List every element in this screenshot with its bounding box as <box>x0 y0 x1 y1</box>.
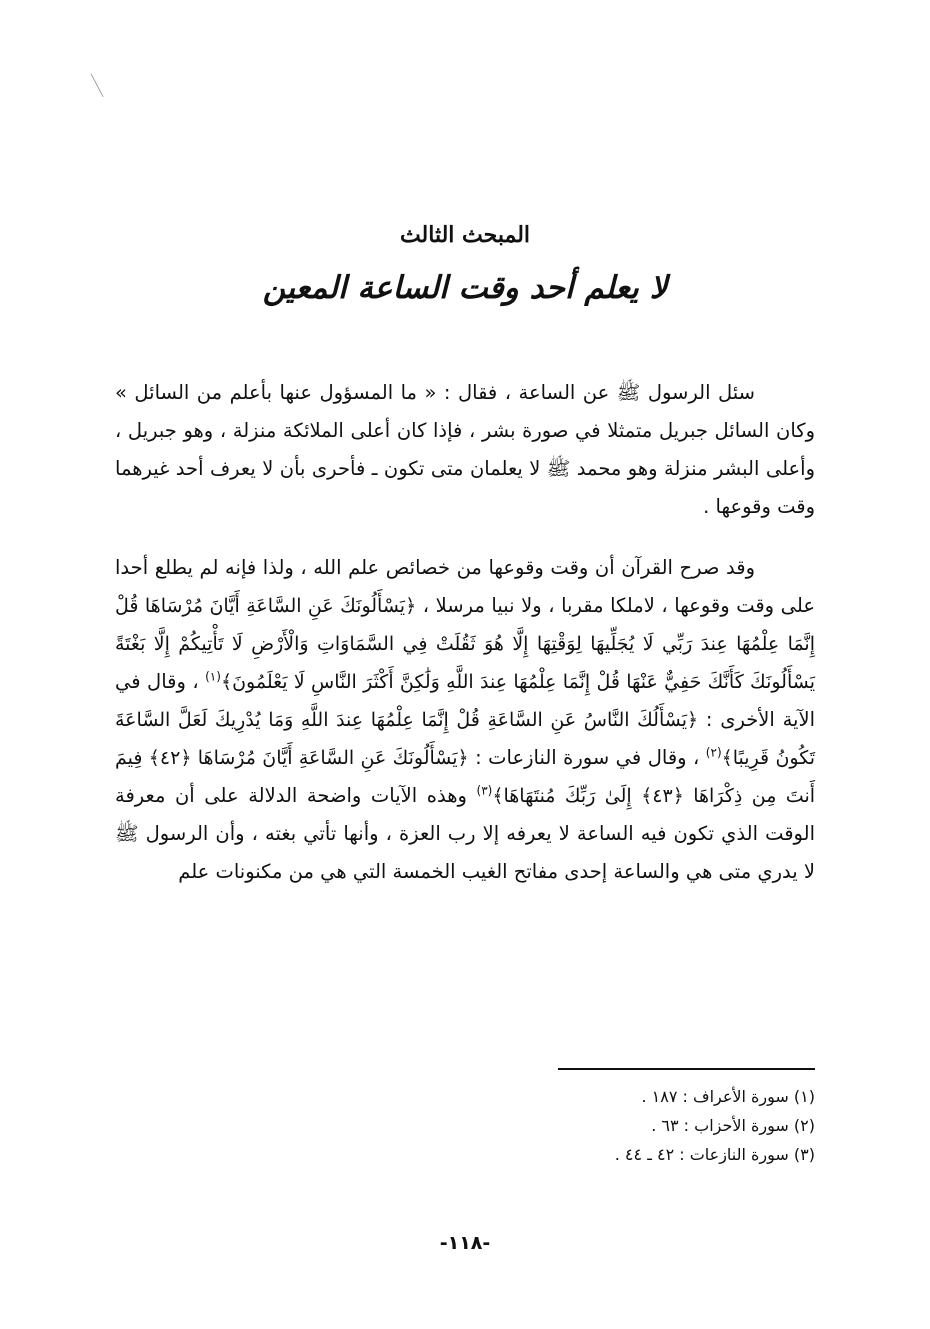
paragraph-2-text-4: وهذه الآيات واضحة الدلالة على أن معرفة الوقت الذي تكون فيه الساعة لا يعرفه إلا رب العزة ، وأنها تأتي بغته ، وأن الرسول ﷺ لا يدري متى هي والساعة إحدى مفاتح الغيب الخمسة التي هي من مكنونات علم <box>115 784 815 883</box>
footnote-2: (٢) سورة الأحزاب : ٦٣ . <box>651 1116 815 1135</box>
quran-verse-3: ﴿يَسْأَلُونَكَ عَنِ السَّاعَةِ أَيَّانَ مُرْسَاهَا ﴿٤٢﴾ فِيمَ أَنتَ مِن ذِكْرَاهَا ﴿٤٣﴾ إِلَىٰ رَبِّكَ مُنتَهَاهَا﴾ <box>115 747 816 807</box>
body-text <box>115 374 815 891</box>
paragraph-2-text-3: ، وقال في سورة النازعات : <box>475 746 700 769</box>
quran-verse-1: ﴿يَسْأَلُونَكَ عَنِ السَّاعَةِ أَيَّانَ مُرْسَاهَا قُلْ إِنَّمَا عِلْمُهَا عِندَ رَبِّي لَا يُجَلِّيهَا لِوَقْتِهَا إِلَّا هُوَ ثَقُلَتْ فِي السَّمَاوَاتِ وَالْأَرْضِ لَا تَأْتِيكُمْ إِلَّا بَغْتَةً يَسْأَلُونَكَ كَأَنَّكَ حَفِيٌّ عَنْهَا قُلْ إِنَّمَا عِلْمُهَا عِندَ اللَّهِ وَلَٰكِنَّ أَكْثَرَ النَّاسِ لَا يَعْلَمُونَ﴾ <box>115 595 815 693</box>
scan-mark <box>91 69 113 97</box>
footnote-divider <box>558 1068 815 1070</box>
paragraph-1: سئل الرسول ﷺ عن الساعة ، فقال : « ما المسؤول عنها بأعلم من السائل » وكان السائل جبريل متمثلا في صورة بشر ، فإذا كان أعلى الملائكة منزلة ، وهو جبريل ، وأعلى البشر منزلة وهو محمد ﷺ لا يعلمان متى تكون ـ فأحرى بأن لا يعرف أحد غيرهما وقت وقوعها . <box>115 381 815 518</box>
footnote-ref-1: (١) <box>205 669 221 684</box>
footnotes <box>415 1082 815 1169</box>
footnote-ref-2: (٢) <box>705 745 722 760</box>
paragraph-2 <box>115 549 815 891</box>
footnote-1: (١) سورة الأعراف : ١٨٧ . <box>641 1087 815 1106</box>
paragraph-2-text-1: وقد صرح القرآن أن وقت وقوعها من خصائص علم الله ، ولذا فإنه لم يطلع أحدا على وقت وقوعها ، لاملكا مقربا ، ولا نبيا مرسلا ، <box>115 556 816 617</box>
footnote-ref-3: (٣) <box>476 783 493 798</box>
quran-verse-2: ﴿يَسْأَلُكَ النَّاسُ عَنِ السَّاعَةِ قُلْ إِنَّمَا عِلْمُهَا عِندَ اللَّهِ وَمَا يُدْرِيكَ لَعَلَّ السَّاعَةَ تَكُونُ قَرِيبًا﴾ <box>115 709 815 769</box>
section-heading: المبحث الثالث <box>399 222 531 248</box>
page-number: -١١٨- <box>439 1232 491 1254</box>
footnote-3: (٣) سورة النازعات : ٤٢ ـ ٤٤ . <box>614 1145 815 1164</box>
paragraph-2-text-2: ، وقال في الآية الأخرى : <box>115 670 816 731</box>
section-title: لا يعلم أحد وقت الساعة المعين <box>262 270 668 306</box>
